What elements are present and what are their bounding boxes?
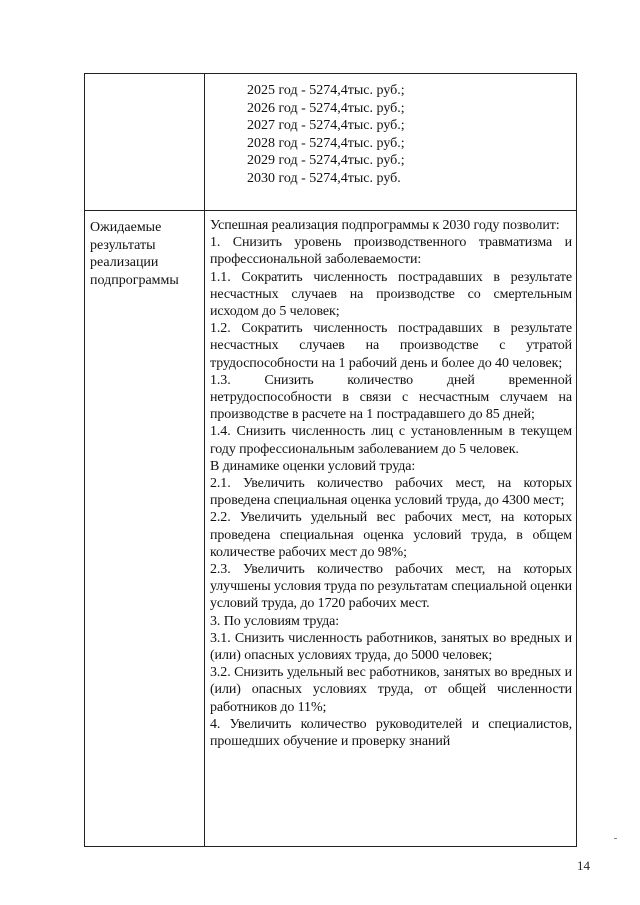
funding-list (205, 74, 576, 187)
funding-label-cell (85, 74, 205, 211)
results-label-line: результаты (90, 237, 156, 253)
result-item: 1. Снизить уровень производственного травматизма и профессиональной заболеваемости: (210, 235, 572, 268)
result-item: 4. Увеличить количество руководителей и специалистов, прошедших обучение и проверку знаний (210, 716, 572, 750)
result-item: 1.2. Сократить численность пострадавших в результате несчастных случаев на производстве с утратой трудоспособности на 1 рабочий день и более до 40 человек; (210, 321, 572, 371)
funding-row (85, 74, 577, 211)
funding-year-2030: 2030 год - 5274,4тыс. руб. (247, 170, 401, 186)
results-label-line: реализации (90, 255, 159, 270)
funding-year-2029: 2029 год - 5274,4тыс. руб.; (247, 153, 405, 168)
result-section-heading: 3. По условиям труда: (210, 613, 340, 629)
result-item: 2.2. Увеличить удельный вес рабочих мест, на которых проведена специальная оценка условий труда, в общем количестве рабочих мест до 98%; (210, 510, 572, 560)
funding-year-2026: 2026 год - 5274,4тыс. руб.; (247, 100, 405, 116)
result-item: 1.3. Снизить количество дней временной нетрудоспособности в связи с несчастным случаем на производстве в расчете на 1 пострадавшего до 85 дней; (210, 372, 572, 423)
funding-year-2025: 2025 год - 5274,4тыс. руб.; (247, 83, 405, 98)
funding-year-2027: 2027 год - 5274,4тыс. руб.; (247, 118, 405, 133)
results-cell (205, 211, 577, 847)
result-item: 1.4. Снизить численность лиц с установленным в текущем году профессиональным заболеванием до 5 человек. (210, 424, 572, 457)
scan-mark (614, 838, 617, 839)
result-section-heading: В динамике оценки условий труда: (210, 458, 416, 474)
results-row (85, 211, 577, 847)
funding-cell (205, 74, 577, 211)
results-label-line: Ожидаемые (90, 220, 162, 235)
page-number: 14 (577, 858, 590, 873)
funding-year-2028: 2028 год - 5274,4тыс. руб.; (247, 135, 405, 151)
result-item: 2.3. Увеличить количество рабочих мест, на которых улучшены условия труда по результатам специальной оценки условий труда, до 1720 рабочих мест. (210, 562, 572, 612)
results-label-line: подпрограммы (90, 272, 179, 288)
program-table (84, 73, 577, 847)
result-item: 2.1. Увеличить количество рабочих мест, на которых проведена специальная оценка условий труда, до 4300 мест; (210, 476, 572, 509)
results-intro: Успешная реализация подпрограммы к 2030 году позволит: (210, 218, 560, 233)
result-item: 3.2. Снизить удельный вес работников, занятых во вредных и (или) опасных условиях труда, от общей численности работников до 11%; (210, 665, 572, 715)
result-item: 3.1. Снизить численность работников, занятых во вредных и (или) опасных условиях труда, до 5000 человек; (210, 630, 572, 664)
results-label-cell (85, 211, 205, 847)
result-item: 1.1. Сократить численность пострадавших в результате несчастных случаев на производстве со смертельным исходом до 5 человек; (210, 269, 572, 320)
